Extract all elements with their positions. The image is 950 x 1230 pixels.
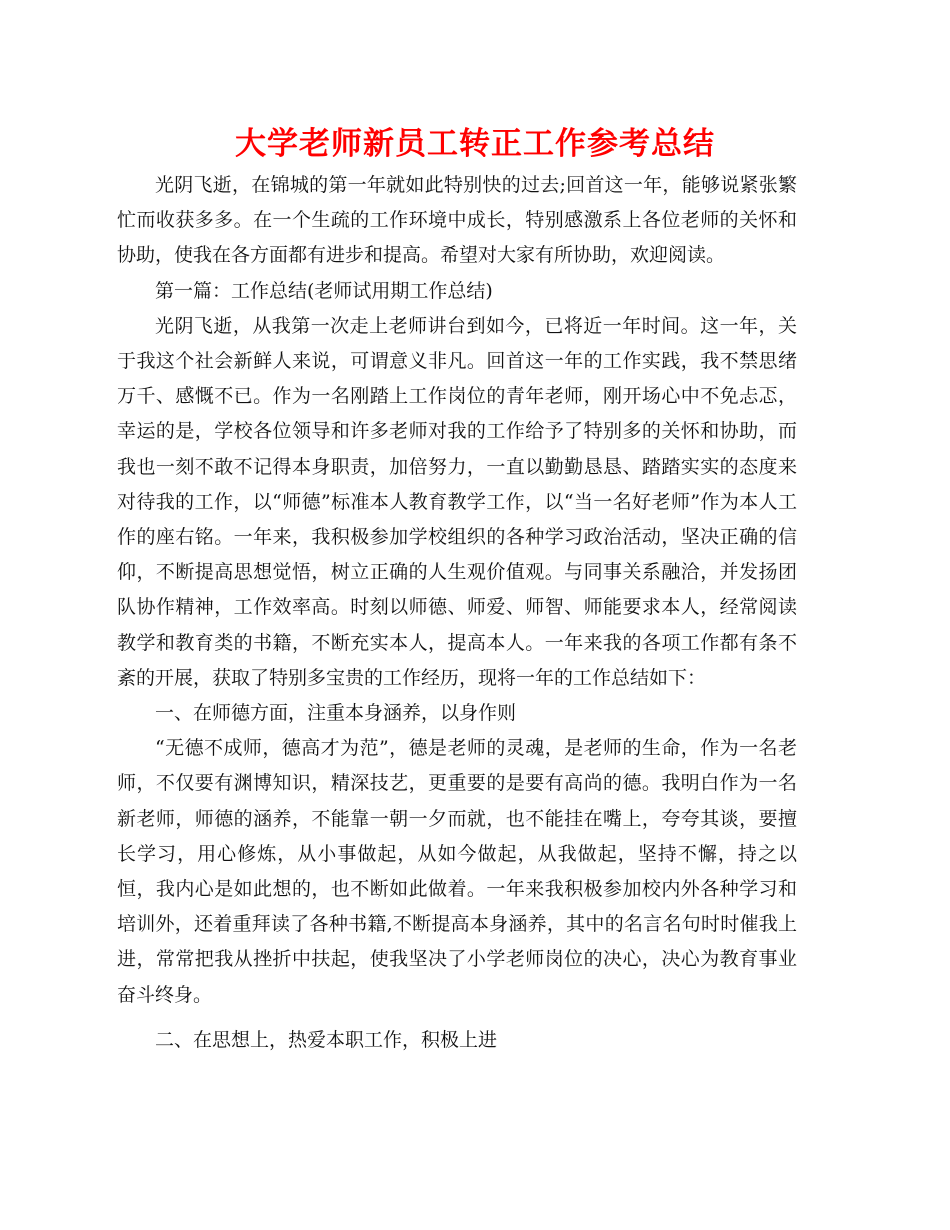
body-paragraph: “无德不成师，德高才为范”，德是老师的灵魂，是老师的生命，作为一名老师，不仅要有渊博知识，精深技艺，更重要的是要有高尚的德。我明白作为一名新老师，师德的涵养，不能靠一朝一夕而就，也不能挂在嘴上，夸夸其谈，要擅长学习，用心修炼，从小事做起，从如今做起，从我做起，坚持不懈，持之以恒，我内心是如此想的，也不断如此做着。一年来我积极参加校内外各种学习和培训外，还着重拜读了各种书籍,不断提高本身涵养，其中的名言名句时时催我上进，常常把我从挫折中扶起，使我坚决了小学老师岗位的决心，决心为教育事业奋斗终身。 bbox=[117, 737, 797, 1006]
document-title: 大学老师新员工转正工作参考总结 bbox=[235, 126, 715, 162]
document-body bbox=[117, 168, 797, 1058]
intro-paragraph: 光阴飞逝，在锦城的第一年就如此特别快的过去;回首这一年，能够说紧张繁忙而收获多多。在一个生疏的工作环境中成长，特别感激系上各位老师的关怀和协助，使我在各方面都有进步和提高。希望对大家有所协助，欢迎阅读。 bbox=[117, 174, 797, 267]
section-heading: 二、在思想上，热爱本职工作，积极上进 bbox=[155, 1028, 498, 1051]
chapter-heading: 第一篇：工作总结(老师试用期工作总结) bbox=[155, 279, 493, 302]
section-heading: 一、在师德方面，注重本身涵养，以身作则 bbox=[155, 702, 517, 725]
body-paragraph: 光阴飞逝，从我第一次走上老师讲台到如今，已将近一年时间。这一年，关于我这个社会新鲜人来说，可谓意义非凡。回首这一年的工作实践，我不禁思绪万千、感慨不已。作为一名刚踏上工作岗位的青年老师，刚开场心中不免忐忑，幸运的是，学校各位领导和许多老师对我的工作给予了特别多的关怀和协助，而我也一刻不敢不记得本身职责，加倍努力，一直以勤勤恳恳、踏踏实实的态度来对待我的工作，以“师德”标准本人教育教学工作，以“当一名好老师”作为本人工作的座右铭。一年来，我积极参加学校组织的各种学习政治活动，坚决正确的信仰，不断提高思想觉悟，树立正确的人生观价值观。与同事关系融洽，并发扬团队协作精神，工作效率高。时刻以师德、师爱、师智、师能要求本人，经常阅读教学和教育类的书籍，不断充实本人，提高本人。一年来我的各项工作都有条不紊的开展，获取了特别多宝贵的工作经历，现将一年的工作总结如下： bbox=[117, 314, 797, 689]
